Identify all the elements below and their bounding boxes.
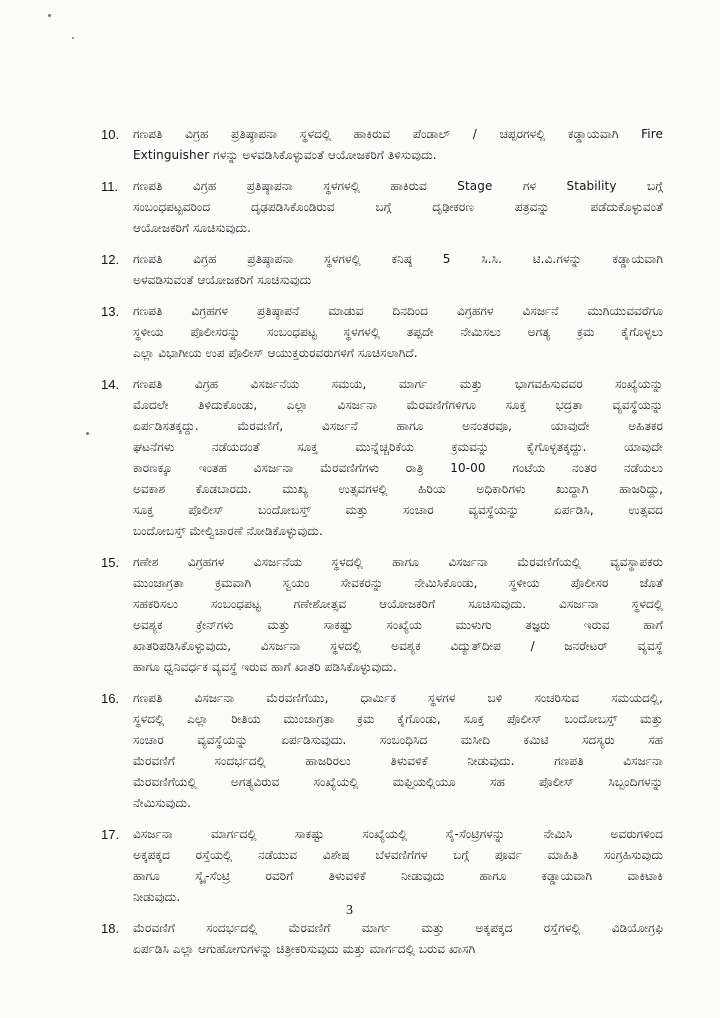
scan-speck: [72, 37, 74, 39]
item-text-line: ಗಣಪತಿ ವಿಗ್ರಹ ಪ್ರತಿಷ್ಠಾಪನಾ ಸ್ಥಳದಲ್ಲಿ ಹಾಕಿರುವ ಪೆಂಡಾಲ್ / ಚಪ್ಪರಗಳಲ್ಲಿ ಕಡ್ಡಾಯವಾಗಿ Fire: [133, 127, 663, 141]
item-text-line: ಬಂದೋಬಸ್ತ್ ಮೇಲ್ವಿಚಾರಣೆ ನೋಡಿಕೊಳ್ಳುವುದು.: [133, 524, 323, 538]
item-text-line: ಗಣಪತಿ ವಿಸರ್ಜನಾ ಮೆರವಣಿಗೆಯು, ಧಾರ್ಮಿಕ ಸ್ಥಳಗಳ ಬಳಿ ಸಂಚರಿಸುವ ಸಮಯದಲ್ಲಿ,: [133, 691, 663, 705]
item-text-line: ಅಕ್ಕಪಕ್ಕದ ರಸ್ತೆಯಲ್ಲಿ ನಡೆಯುವ ವಿಶೇಷ ಬೆಳವಣಿಗೆಗಳ ಬಗ್ಗೆ ಪೂರ್ವ ಮಾಹಿತಿ ಸಂಗ್ರಹಿಸುವುದು: [133, 848, 663, 862]
item-text-line: ಅಳವಡಿಸುವಂತೆ ಆಯೋಜಕರಿಗೆ ಸೂಚಿಸುವುದು: [133, 273, 312, 287]
item-text-line: ಏರ್ಪಡಿಸತಕ್ಕದ್ದು. ಮೆರವಣಿಗೆ, ವಿಸರ್ಜನೆ ಹಾಗೂ ಅನಂತರವೂ, ಯಾವುದೇ ಅಹಿತಕರ: [133, 419, 663, 433]
list-item: [103, 176, 663, 239]
item-text-line: ಮೊದಲೇ ತಿಳಿದುಕೊಂಡು, ಎಲ್ಲಾ ವಿಸರ್ಜನಾ ಮೆರವಣಿಗೆಗಳಿಗೂ ಸೂಕ್ತ ಭದ್ರತಾ ವ್ಯವಸ್ಥೆಯನ್ನು: [133, 398, 663, 412]
list-item: [103, 552, 663, 678]
list-item: [103, 301, 663, 364]
item-text-line: ಮೆರವಣಿಗೆ ಸಂದರ್ಭದಲ್ಲಿ ಹಾಜರಿರಲು ತಿಳುವಳಿಕೆ ನೀಡುವುದು. ಗಣಪತಿ ವಿಸರ್ಜನಾ: [133, 754, 663, 768]
item-number: 14.: [101, 377, 120, 392]
item-text-line: ಗಣಪತಿ ವಿಗ್ರಹ ಪ್ರತಿಷ್ಠಾಪನಾ ಸ್ಥಳಗಳಲ್ಲಿ ಕನಿಷ್ಠ 5 ಸಿ.ಸಿ. ಟಿ.ವಿ.ಗಳನ್ನು ಕಡ್ಡಾಯವಾಗಿ: [133, 252, 663, 266]
numbered-list: [103, 124, 663, 970]
item-text-line: ಸಂಚಾರ ವ್ಯವಸ್ಥೆಯನ್ನು ಏರ್ಪಡಿಸುವುದು. ಸಂಬಂಧಿಸಿದ ಮಸೀದಿ ಕಮಿಟಿ ಸದಸ್ಯರು ಸಹ: [133, 733, 663, 747]
scan-speck: [48, 14, 51, 17]
item-text-line: ಎಲ್ಲಾ ವಿಭಾಗೀಯ ಉಪ ಪೊಲೀಸ್ ಆಯುಕ್ತರುರವರುಗಳಿಗೆ ಸೂಚಿಸಲಾಗಿದೆ.: [133, 346, 418, 360]
item-text-line: ವಿಸರ್ಜನಾ ಮಾರ್ಗದಲ್ಲಿ ಸಾಕಷ್ಟು ಸಂಖ್ಯೆಯಲ್ಲಿ ಸೈ-ಸೆಂಟ್ರಿಗಳನ್ನು ನೇಮಿಸಿ ಅವರುಗಳಿಂದ: [133, 827, 663, 841]
list-item: [103, 374, 663, 542]
list-item: [103, 249, 663, 291]
item-text-line: ನೇಮಿಸುವುದು.: [133, 796, 192, 810]
item-text-line: ಗಣಪತಿ ವಿಗ್ರಹಗಳ ಪ್ರತಿಷ್ಠಾಪನೆ ಮಾಡುವ ದಿನದಿಂದ ವಿಗ್ರಹಗಳ ವಿಸರ್ಜನೆ ಮುಗಿಯುವವರೆಗೂ: [133, 304, 663, 318]
item-text-line: ಅವಕಾಶ ಕೊಡಬಾರದು. ಮುಖ್ಯ ಉತ್ಸವಗಳಲ್ಲಿ ಹಿರಿಯ ಅಧಿಕಾರಿಗಳು ಖುದ್ದಾಗಿ ಹಾಜರಿದ್ದು,: [133, 482, 663, 496]
item-number: 18.: [101, 921, 120, 936]
item-text-line: ಘಟನೆಗಳು ನಡೆಯದಂತೆ ಸೂಕ್ತ ಮುನ್ನೆಚ್ಚರಿಕೆಯ ಕ್ರಮವನ್ನು ಕೈಗೊಳ್ಳತಕ್ಕದ್ದು. ಯಾವುದೇ: [133, 440, 663, 454]
item-text-line: ಕಾರಣಕ್ಕೂ ಇಂತಹ ವಿಸರ್ಜನಾ ಮೆರವಣಿಗೆಗಳು ರಾತ್ರಿ 10-00 ಗಂಟೆಯ ನಂತರ ನಡೆಯಲು: [133, 461, 663, 475]
item-text-line: ಗಣಪತಿ ವಿಗ್ರಹ ವಿಸರ್ಜನೆಯ ಸಮಯ, ಮಾರ್ಗ ಮತ್ತು ಭಾಗವಹಿಸುವವರ ಸಂಖ್ಯೆಯನ್ನು: [133, 377, 663, 391]
item-text-line: ಆಯೋಜಕರಿಗೆ ಸೂಚಿಸುವುದು.: [133, 221, 251, 235]
list-item: [103, 918, 663, 960]
item-number: 11.: [101, 179, 119, 194]
item-text-line: Extinguisher ಗಳನ್ನು ಅಳವಡಿಸಿಕೊಳ್ಳುವಂತೆ ಆಯೋಜಕರಿಗೆ ತಿಳಿಸುವುದು.: [133, 148, 437, 162]
item-text-line: ಹಾಗೂ ಸ್ಕೈ-ಸೆಂಟ್ರಿ ರವರಿಗೆ ತಿಳುವಳಿಕೆ ನೀಡುವುದು ಹಾಗೂ ಕಡ್ಡಾಯವಾಗಿ ವಾಕಿಟಾಕಿ: [133, 869, 663, 883]
item-text-line: ಗಣೇಶ ವಿಗ್ರಹಗಳ ವಿಸರ್ಜನೆಯ ಸ್ಥಳದಲ್ಲಿ ಹಾಗೂ ವಿಸರ್ಜನಾ ಮೆರವಣಿಗೆಯಲ್ಲಿ ವ್ಯವಸ್ಥಾಪಕರು: [133, 555, 663, 569]
scan-speck: [86, 432, 89, 435]
item-text-line: ಮೆರವಣಿಗೆಯಲ್ಲಿ ಅಗತ್ಯವಿರುವ ಸಂಖ್ಯೆಯಲ್ಲಿ ಮಫ್ತಿಯಲ್ಲಿಯೂ ಸಹ ಪೊಲೀಸ್ ಸಿಬ್ಬಂದಿಗಳನ್ನು: [133, 775, 663, 789]
item-text-line: ಅವಶ್ಯಕ ಕ್ರೇನ್‌ಗಳು ಮತ್ತು ಸಾಕಷ್ಟು ಸಂಖ್ಯೆಯ ಮುಳುಗು ತಜ್ಞರು ಇರುವ ಹಾಗೆ: [133, 618, 663, 632]
item-number: 15.: [101, 555, 120, 570]
item-text-line: ಹಾಗೂ ಧ್ವನಿವರ್ಧಕ ವ್ಯವಸ್ಥೆ ಇರುವ ಹಾಗೆ ಖಾತರಿ ಪಡಿಸಿಕೊಳ್ಳುವುದು.: [133, 660, 397, 674]
item-text-line: ಸಂಬಂಧಪಟ್ಟವರಿಂದ ದೃಢಪಡಿಸಿಕೊಂಡಿರುವ ಬಗ್ಗೆ ದೃಢೀಕರಣ ಪತ್ರವನ್ನು ಪಡೆದುಕೊಳ್ಳುವಂತೆ: [133, 200, 663, 214]
item-text-line: ಗಣಪತಿ ವಿಗ್ರಹ ಪ್ರತಿಷ್ಠಾಪನಾ ಸ್ಥಳಗಳಲ್ಲಿ ಹಾಕಿರುವ Stage ಗಳ Stability ಬಗ್ಗೆ: [133, 179, 663, 193]
page-number: 3: [346, 903, 353, 918]
item-text-line: ಖಾತರಿಪಡಿಸಿಕೊಳ್ಳುವುದು, ವಿಸರ್ಜನಾ ಸ್ಥಳದಲ್ಲಿ ಅವಶ್ಯಕ ವಿದ್ಯುತ್‌ದೀಪ / ಜನರೇಟರ್ ವ್ಯವಸ್ಥೆ: [133, 639, 663, 653]
item-text-line: ಮುಂಜಾಗ್ರತಾ ಕ್ರಮವಾಗಿ ಸ್ವಯಂ ಸೇವಕರನ್ನು ನೇಮಿಸಿಕೊಂಡು, ಸ್ಥಳೀಯ ಪೊಲೀಸರ ಜೊತೆ: [133, 576, 663, 590]
item-text-line: ಸ್ಥಳೀಯ ಪೊಲೀಸರನ್ನು ಸಂಬಂಧಪಟ್ಟ ಸ್ಥಳಗಳಲ್ಲಿ ತಪ್ಪದೇ ನೇಮಿಸಲು ಅಗತ್ಯ ಕ್ರಮ ಕೈಗೊಳ್ಳಲು: [133, 325, 663, 339]
item-number: 13.: [101, 304, 120, 319]
item-text-line: ಸ್ಥಳದಲ್ಲಿ ಎಲ್ಲಾ ರೀತಿಯ ಮುಂಜಾಗ್ರತಾ ಕ್ರಮ ಕೈಗೊಂಡು, ಸೂಕ್ತ ಪೊಲೀಸ್ ಬಂದೋಬಸ್ತ್ ಮತ್ತು: [133, 712, 663, 726]
item-number: 17.: [101, 827, 120, 842]
list-item: [103, 124, 663, 166]
item-text-line: ಮೆರವಣಿಗೆ ಸಂದರ್ಭದಲ್ಲಿ ಮೆರವಣಿಗೆ ಮಾರ್ಗ ಮತ್ತು ಅಕ್ಕಪಕ್ಕದ ರಸ್ತೆಗಳಲ್ಲಿ ವಿಡಿಯೋಗ್ರಫಿ: [133, 921, 663, 935]
item-text-line: ಏರ್ಪಡಿಸಿ ಎಲ್ಲಾ ಆಗುಹೋಗುಗಳನ್ನು ಚಿತ್ರೀಕರಿಸುವುದು ಮತ್ತು ಮಾರ್ಗದಲ್ಲಿ ಬರುವ ಖಾಸಗಿ: [133, 942, 476, 956]
item-number: 16.: [101, 691, 120, 706]
item-number: 10.: [101, 127, 120, 142]
item-text-line: ಸೂಕ್ತ ಪೊಲೀಸ್ ಬಂದೋಬಸ್ತ್ ಮತ್ತು ಸಂಚಾರ ವ್ಯವಸ್ಥೆಯನ್ನು ಏರ್ಪಡಿಸಿ, ಉತ್ಸವದ: [133, 503, 663, 517]
item-text-line: ನೀಡುವುದು.: [133, 890, 181, 904]
item-number: 12.: [101, 252, 120, 267]
list-item: [103, 688, 663, 814]
list-item: [103, 824, 663, 908]
item-text-line: ಸಹಕರಿಸಲು ಸಂಬಂಧಪಟ್ಟ ಗಣೇಶೋತ್ಸವ ಆಯೋಜಕರಿಗೆ ಸೂಚಿಸುವುದು. ವಿಸರ್ಜನಾ ಸ್ಥಳದಲ್ಲಿ: [133, 597, 663, 611]
